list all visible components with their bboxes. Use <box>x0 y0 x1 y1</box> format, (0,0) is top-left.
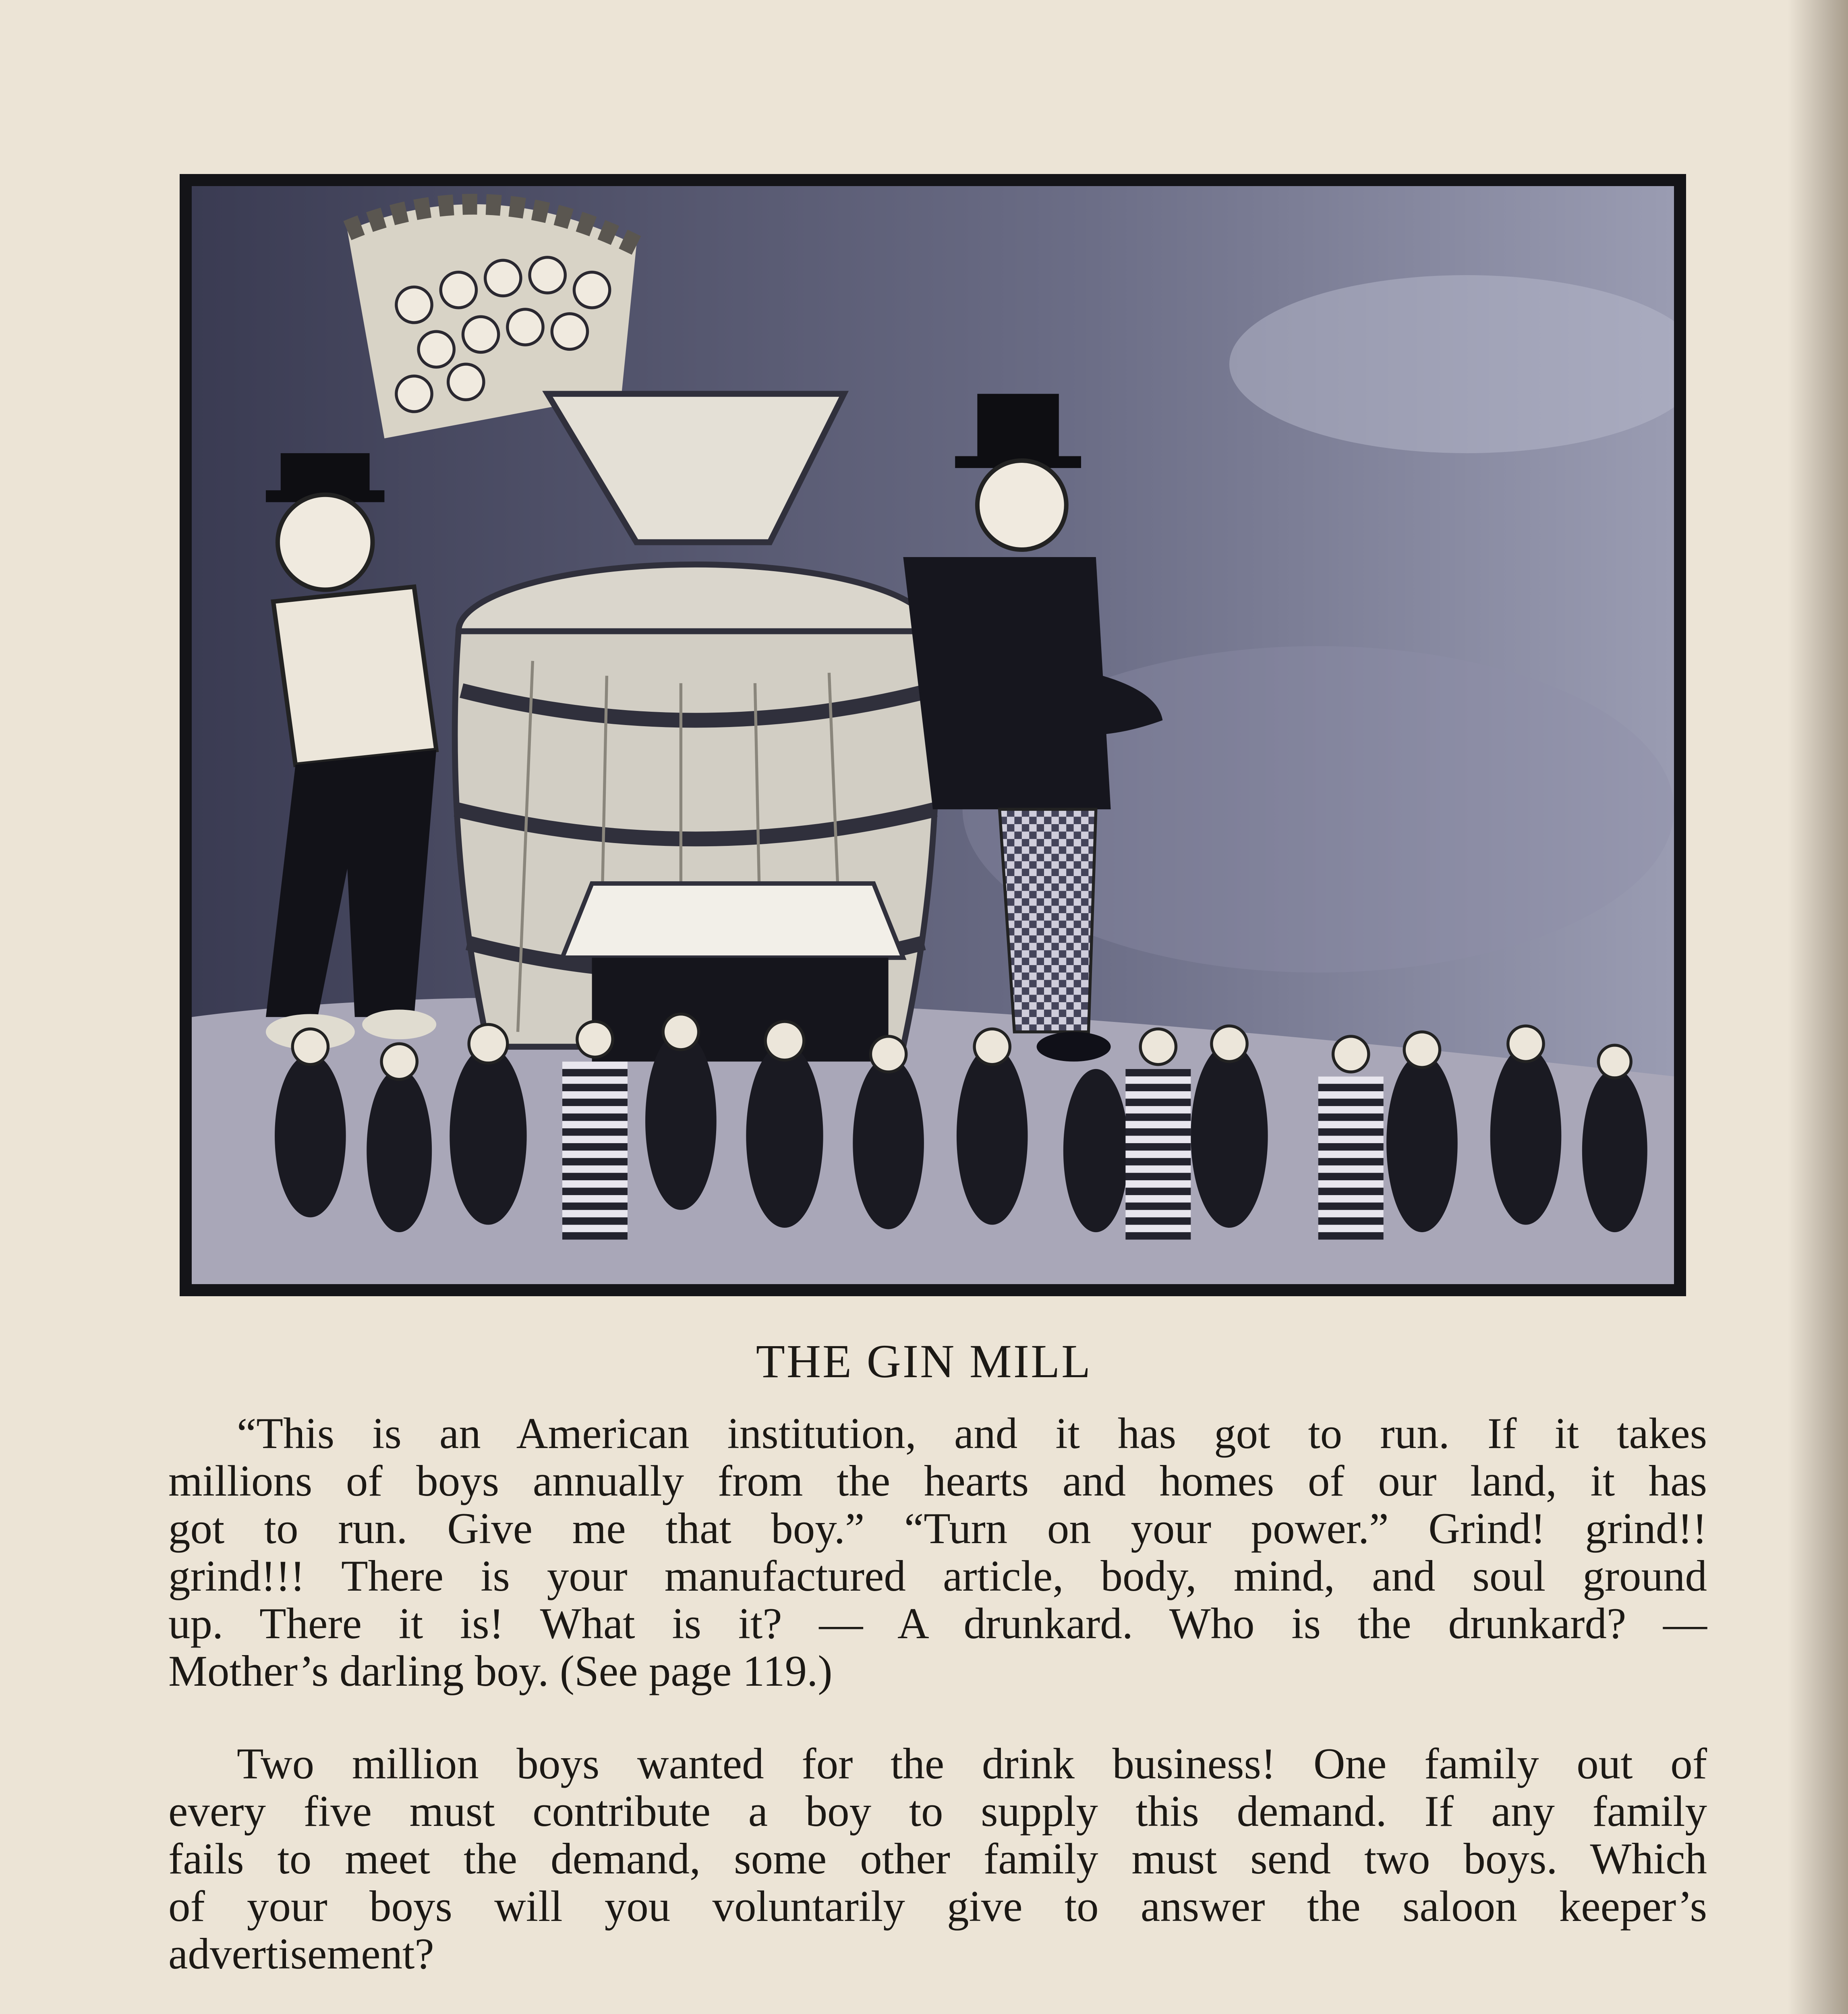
paragraph-line: grind!!! There is your manufactured article, body, mind, and soul ground <box>168 1552 1707 1600</box>
paragraph-line: fails to meet the demand, some other family must send two boys. Which <box>168 1834 1707 1883</box>
paragraph-line: “This is an American institution, and it has got to run. If it takes <box>237 1409 1707 1458</box>
paragraph-line: Mother’s darling boy. (See page 119.) <box>168 1647 833 1695</box>
gin-mill-illustration <box>180 174 1686 1296</box>
gin-mill-drawing <box>192 186 1674 1284</box>
page-edge-shadow <box>1788 0 1848 2014</box>
paragraph-line: got to run. Give me that boy.” “Turn on your power.” Grind! grind!! <box>168 1504 1707 1553</box>
paragraph-line: millions of boys annually from the hearts and homes of our land, it has <box>168 1457 1707 1505</box>
article-title: THE GIN MILL <box>756 1335 1092 1388</box>
paragraph-gin-mill-intro <box>168 1410 1707 1695</box>
paragraph-two-million-boys <box>168 1740 1707 1978</box>
paragraph-line: every five must contribute a boy to supply this demand. If any family <box>168 1787 1707 1836</box>
paragraph-line: up. There it is! What is it? — A drunkard. Who is the drunkard? — <box>168 1599 1707 1648</box>
paragraph-line: advertisement? <box>168 1929 434 1978</box>
paragraph-line: of your boys will you voluntarily give to answer the saloon keeper’s <box>168 1882 1707 1931</box>
paragraph-line: Two million boys wanted for the drink business! One family out of <box>237 1739 1707 1788</box>
